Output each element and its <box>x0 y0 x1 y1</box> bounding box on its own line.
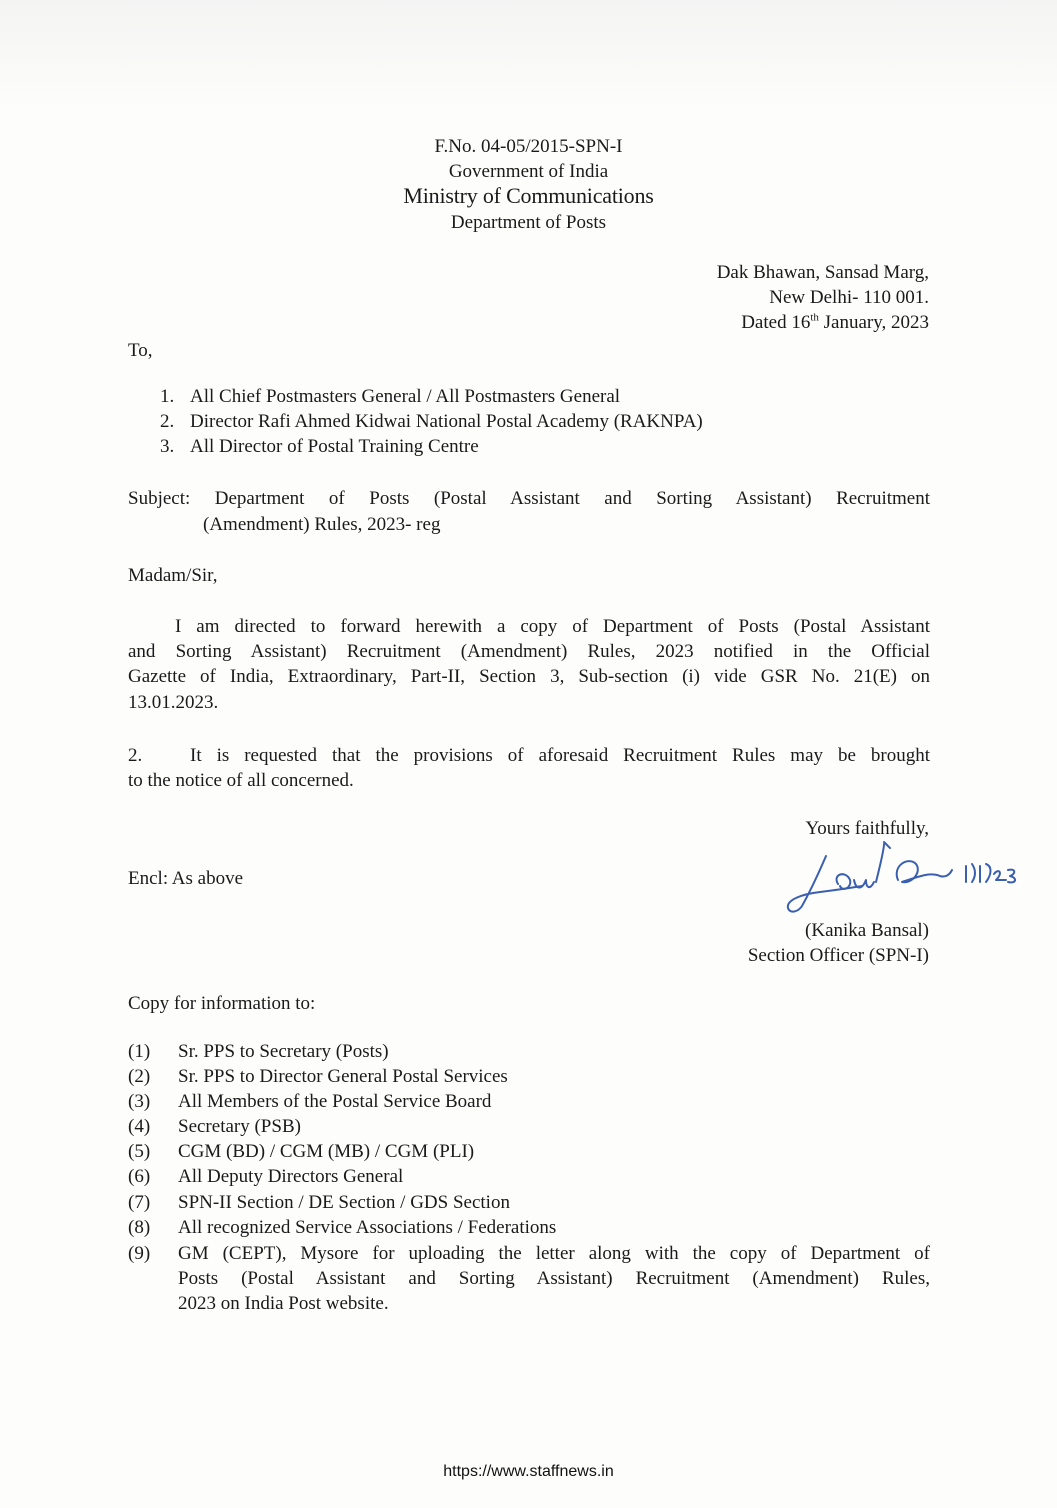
signature-stroke <box>876 844 884 882</box>
signature-stroke <box>986 864 991 882</box>
paragraph-2-line-1: It is requested that the provisions of aforesaid Recruitment Rules may be brought <box>190 745 930 766</box>
copy-label: Copy for information to: <box>128 993 316 1014</box>
enclosure: Encl: As above <box>128 868 244 889</box>
copy-9-line-3: 2023 on India Post website. <box>178 1293 389 1314</box>
signature-stroke <box>837 874 851 889</box>
department-line: Department of Posts <box>450 212 607 233</box>
copy-9-line-2: Posts (Postal Assistant and Sorting Assistant) Recruitment (Amendment) Rules, <box>178 1268 930 1289</box>
file-number: F.No. 04-05/2015-SPN-I <box>434 136 623 157</box>
signature-stroke <box>994 871 1006 880</box>
ministry-line: Ministry of Communications <box>403 183 654 208</box>
subject-line-2: (Amendment) Rules, 2023- reg <box>203 514 441 535</box>
copy-9-line-1: GM (CEPT), Mysore for uploading the letter along with the copy of Department of <box>178 1243 930 1264</box>
subject-line-1: Subject: Department of Posts (Postal Assistant and Sorting Assistant) Recruitment <box>128 488 930 509</box>
government-line: Government of India <box>448 161 609 182</box>
signature-stroke <box>897 861 952 882</box>
paragraph-1-line-4: 13.01.2023. <box>128 692 219 713</box>
paragraph-1-line-2: and Sorting Assistant) Recruitment (Amendment) Rules, 2023 notified in the Official <box>128 641 930 662</box>
signatory-name: (Kanika Bansal) <box>805 920 929 941</box>
paragraph-1-line-3: Gazette of India, Extraordinary, Part-II, Section 3, Sub-section (i) vide GSR No. 21(E) on <box>128 666 930 687</box>
paragraph-2-number: 2. <box>128 745 143 766</box>
salutation: Madam/Sir, <box>128 565 218 586</box>
to-label: To, <box>128 340 153 361</box>
paragraph-1-line-1: I am directed to forward herewith a copy of Department of Posts (Postal Assistant <box>175 616 930 637</box>
signatory-designation: Section Officer (SPN-I) <box>747 945 929 966</box>
signature-stroke <box>854 880 874 888</box>
letter-date: Dated 16th January, 2023 <box>741 311 929 333</box>
address-line-1: Dak Bhawan, Sansad Marg, <box>716 262 929 283</box>
scan-shadow <box>0 0 1057 110</box>
signature-stroke <box>1008 870 1015 883</box>
paragraph-2-line-2: to the notice of all concerned. <box>128 770 354 791</box>
handwritten-signature <box>780 836 1020 920</box>
footer-url: https://www.staffnews.in <box>443 1463 614 1480</box>
letter-page: F.No. 04-05/2015-SPN-I Government of India Ministry of Communications Department of Posts Dak Bhawan, Sansad Marg, New Delhi- 110 001. Dated 16th January, 2023 To, 1. All Chief Postmasters General / All Postmasters General 2. Director Rafi Ahmed Kidwai National Postal Academy (RAKNPA) 3. All Director of Postal Training Centre Subject: Department of Posts (Postal Assistant and Sorting Assistant) Recruitment (Amendment) Rules, 2023- reg Madam/Sir, I am directed to forward herewith a copy of Department of Posts (Postal Assistant and Sorting Assistant) Recruitment (Amendment) Rules, 2023 notified in the Official Gazette of India, Extraordinary, Part-II, Section 3, Sub-section (i) vide GSR No. 21(E) on 13.01.2023. 2. It is requested that the provisions of aforesaid Recruitment Rules may be brought to the notice of all concerned. Yours faithfully, Encl: As above (Kanika Bansal) Section Officer (SPN-I) Copy for information to: (1) Sr. PPS to Secretary (Posts) (2) Sr. PPS to Director General Postal Services (3) All Members of the Postal Service Board (4) Secretary (PSB) (5) CGM (BD) / CGM (MB) / CGM (PLI) (6) All Deputy Directors General (7) SPN-II Section / DE Section / GDS Section (8) All recognized Service Associations / Federations (9) GM (CEPT), Mysore for uploading the letter along with the copy of Department of Posts (Postal Assistant and Sorting Assistant) Recruitment (Amendment) Rules, 2023 on India Post website. https://www.staffnews.in <box>0 0 1057 1508</box>
signature-stroke <box>972 864 975 882</box>
address-line-2: New Delhi- 110 001. <box>769 287 929 308</box>
closing: Yours faithfully, <box>805 818 929 839</box>
